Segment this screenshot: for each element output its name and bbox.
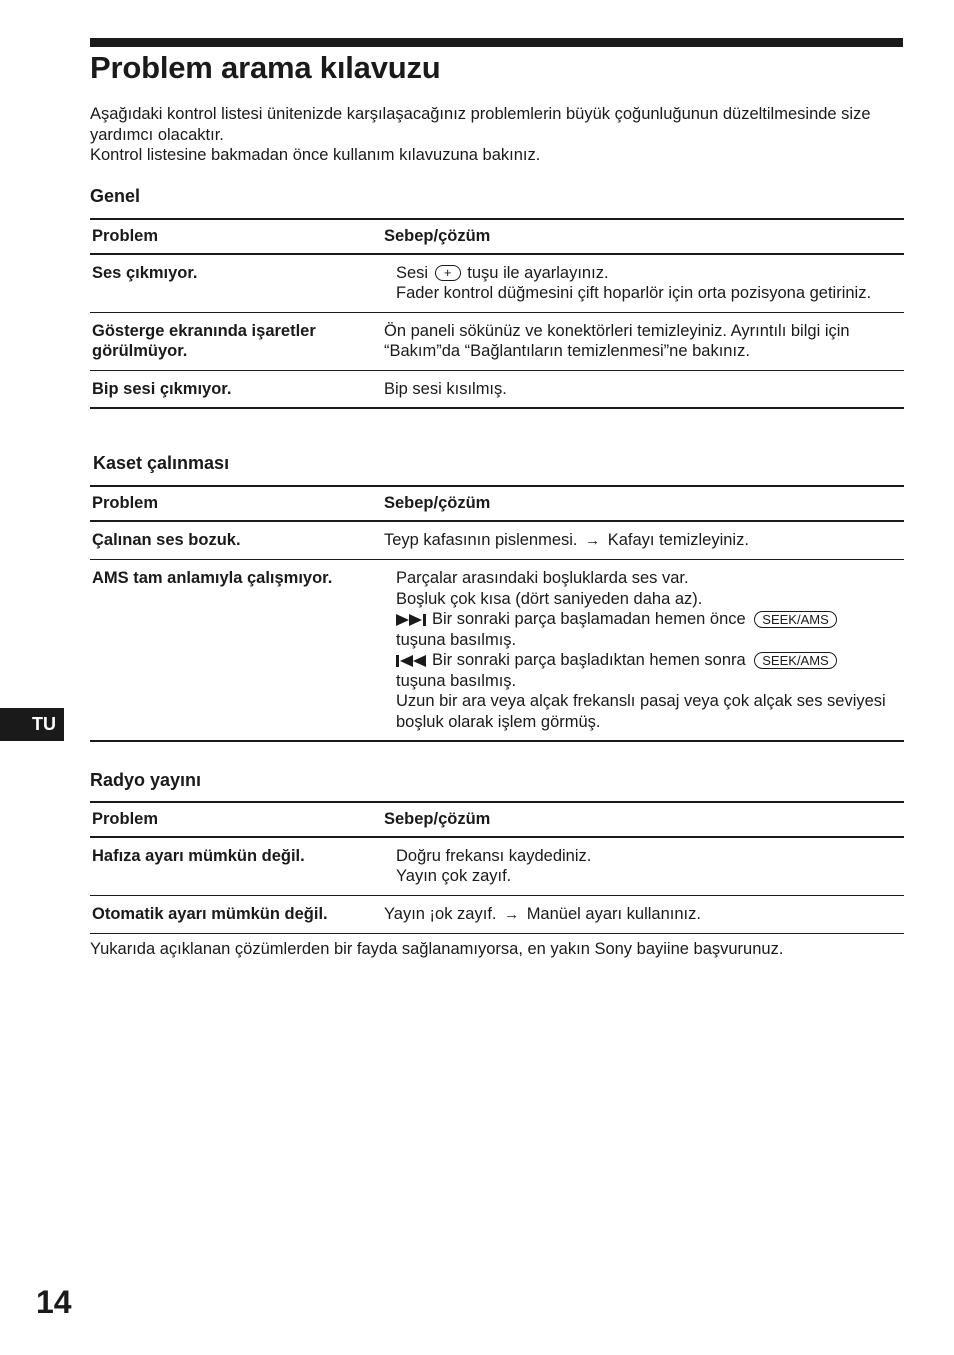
solution-text: Kafayı temizleyiniz.	[607, 530, 749, 549]
table-row	[90, 560, 904, 742]
col-problem: Problem	[92, 810, 159, 828]
solution-text: tuşuna basılmış.	[396, 630, 517, 649]
language-tab-label: TU	[32, 714, 56, 734]
language-tab	[0, 708, 64, 741]
problem-text: görülmüyor.	[92, 342, 188, 360]
col-solution: Sebep/çözüm	[384, 227, 491, 245]
col-problem: Problem	[92, 227, 159, 245]
previous-track-icon	[396, 655, 428, 667]
table-header	[90, 486, 904, 521]
table-radyo	[90, 801, 904, 934]
problem-cell: Bip sesi çıkmıyor.	[92, 379, 232, 398]
problem-cell: Hafıza ayarı mümkün değil.	[92, 846, 305, 865]
title-rule	[90, 38, 903, 47]
solution-cell	[382, 521, 904, 560]
solution-text: Yayın ¡ok zayıf.	[384, 904, 497, 923]
solution-text: Yayın çok zayıf.	[396, 867, 512, 885]
table-genel	[90, 218, 904, 409]
solution-cell	[382, 560, 904, 742]
table-header	[90, 802, 904, 837]
table-row	[90, 521, 904, 560]
table-header	[90, 219, 904, 254]
solution-text: Bir sonraki parça başladıktan hemen sonra	[432, 651, 746, 669]
page-number: 14	[36, 1284, 72, 1320]
solution-text: tuşuna basılmış.	[396, 671, 517, 690]
solution-text: Doğru frekansı kaydediniz.	[396, 846, 592, 865]
intro-text	[90, 104, 890, 166]
table-row	[90, 370, 904, 408]
solution-text: Uzun bir ara veya alçak frekanslı pasaj veya çok alçak ses seviyesi boşluk olarak işlem görmüş.	[396, 692, 886, 731]
solution-cell	[382, 895, 904, 934]
solution-cell: Ön paneli sökünüz ve konektörleri temizleyiniz. Ayrıntılı bilgi için “Bakım”da “Bağlantıların temizlenmesi”ne bakınız.	[384, 321, 850, 360]
solution-text: Bir sonraki parça başlamadan hemen önce	[432, 610, 746, 628]
solution-cell: Bip sesi kısılmış.	[384, 379, 507, 398]
section-title-genel: Genel	[90, 186, 141, 206]
solution-text: Manüel ayarı kullanınız.	[526, 904, 701, 923]
solution-text: Boşluk çok kısa (dört saniyeden daha az).	[396, 589, 703, 608]
closing-note: Yukarıda açıklanan çözümlerden bir fayda sağlanamıyorsa, en yakın Sony bayiine başvurunuz.	[90, 940, 784, 958]
solution-text: Sesi	[396, 263, 429, 282]
table-row	[90, 837, 904, 896]
problem-cell: AMS tam anlamıyla çalışmıyor.	[92, 569, 333, 587]
col-solution: Sebep/çözüm	[384, 810, 491, 828]
seek-ams-key-icon: SEEK/AMS	[754, 611, 836, 628]
solution-text: Parçalar arasındaki boşluklarda ses var.	[396, 569, 689, 587]
arrow-right-icon: →	[585, 531, 601, 549]
page-title: Problem arama kılavuzu	[90, 50, 441, 85]
table-row	[90, 312, 904, 370]
problem-cell	[90, 312, 382, 370]
solution-cell	[382, 254, 904, 313]
seek-ams-key-icon: SEEK/AMS	[754, 652, 836, 669]
col-solution: Sebep/çözüm	[384, 494, 491, 512]
problem-cell: Otomatik ayarı mümkün değil.	[92, 904, 328, 923]
problem-cell: Ses çıkmıyor.	[92, 263, 198, 282]
table-row	[90, 254, 904, 313]
table-kaset	[90, 485, 904, 742]
table-row	[90, 895, 904, 934]
problem-cell: Çalınan ses bozuk.	[92, 530, 241, 549]
next-track-icon	[396, 614, 428, 626]
col-problem: Problem	[92, 494, 159, 512]
section-title-kaset: Kaset çalınması	[93, 453, 230, 473]
plus-key-icon: +	[435, 265, 461, 281]
solution-text: Teyp kafasının pislenmesi.	[384, 530, 578, 549]
solution-text: tuşu ile ayarlayınız.	[467, 263, 609, 282]
arrow-right-icon: →	[504, 905, 520, 923]
solution-text: Fader kontrol düğmesini çift hoparlör için orta pozisyona getiriniz.	[396, 284, 872, 302]
solution-cell	[382, 837, 904, 896]
intro-paragraph-2: Kontrol listesine bakmadan önce kullanım kılavuzuna bakınız.	[90, 146, 541, 164]
section-title-radyo: Radyo yayını	[90, 770, 202, 790]
intro-paragraph-1: Aşağıdaki kontrol listesi ünitenizde karşılaşacağınız problemlerin büyük çoğunluğunun düzeltilmesinde size yardımcı olacaktır.	[90, 105, 871, 144]
problem-text: Gösterge ekranında işaretler	[92, 321, 316, 340]
